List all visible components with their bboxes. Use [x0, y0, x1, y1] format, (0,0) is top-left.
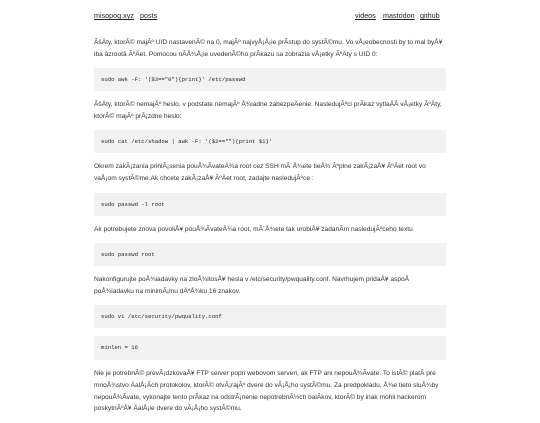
site-home-link[interactable]: misopog.xyz	[94, 11, 134, 20]
code-block-empty-password[interactable]: sudo cat /etc/shadow | awk -F: '($2==""){print $1}'	[94, 130, 446, 153]
mastodon-link[interactable]: mastodon	[383, 11, 415, 20]
videos-link[interactable]: videos	[355, 11, 376, 20]
code-block-passwd-root[interactable]: sudo passwd root	[94, 243, 446, 266]
paragraph-uid-zero: ÃšÄty, ktorÃ© majÃº UID nastavenÃ© na 0, majÃº najvyÅ¡Å¡ie prÃstup do systÃ©mu. Vo vÅ¡eobecnosti by to mal byÅ¥ iba âzrootâ ÃºÄet. Pomocou nÃÅ¾Å¡ie uvedenÃ©ho prÃkazu sa zobrazia vÅ¡etky ÃºÄty s UID 0:	[94, 39, 443, 58]
code-block-uid-zero[interactable]: sudo awk -F: '($3=="0"){print}' /etc/passwd	[94, 68, 446, 91]
paragraph-empty-password: ÃšÄty, ktorÃ© nemajÃº heslo, v podstate nemajÃº Å¾iadne zabezpeÄenie. NasledujÃºci prÃkaz vytlaÄÃ vÅ¡etky ÃºÄty, ktorÃ© majÃº prÃ¡zdne heslo:	[94, 101, 442, 120]
code-block-lock-root[interactable]: sudo passwd -l root	[94, 193, 446, 216]
paragraph-disable-root: Okrem zakÃ¡zania prihlÃ¡senia pouÅ¾ÃvateÄ¾a root cez SSH mÃ´Å¾ete tieÅ¾ Ãºplne zakÃ¡zaÅ¥ ÃºÄet root vo vaÅ¡om systÃ©me.Ak chcete zakÃ¡zaÅ¥ ÃºÄet root, zadajte nasledujÃºce :	[94, 163, 426, 182]
code-block-minlen[interactable]: minlen = 16	[94, 336, 446, 360]
paragraph-reenable-root: Ak potrebujete znova povoliÅ¥ pouÅ¾ÃvateÄ¾a root, mÃ´Å¾ete tak urobiÅ¥ zadanÃm nasledujÃºceho textu	[94, 225, 413, 233]
post-content	[94, 37, 446, 423]
paragraph-unused-services: Nie je potrebnÃ© prevÃ¡dzkovaÅ¥ FTP server popri webovom serveri, ak FTP ani nepouÅ¾Ãvate. To istÃ© platÃ pre mnoÅ¾stvo ÄalÅ¡Ãch protokolov, ktorÃ© otvÃ¡rajÃº dvere do vÃ¡Å¡ho systÃ©mu. Za predpokladu, Å¾e tieto sluÅ¾by nepouÅ¾Ãvate, vykonajte tento prÃkaz na odstrÃ¡nenie nepotrebnÃ½ch balÃkov, ktorÃ© by inak mohli hackerom poskytnÃºÅ¥ ÄalÅ¡ie dvere do vÃ¡Å¡ho systÃ©mu.	[94, 370, 439, 413]
paragraph-pwquality: Nakonfigurujte poÅ¾iadavky na zloÅ¾itosÅ¥ hesla v /etc/security/pwquality.conf. Navrhujem pridaÅ¥ aspoÅ poÅ¾iadavku na minimÃ¡lnu dÄºÅ¾ku 16 znakov.	[94, 276, 410, 295]
code-block-edit-pwquality[interactable]: sudo vi /etc/security/pwquality.conf	[94, 305, 446, 328]
posts-link[interactable]: posts	[140, 11, 158, 20]
top-navigation	[94, 11, 446, 23]
github-link[interactable]: github	[420, 11, 440, 20]
